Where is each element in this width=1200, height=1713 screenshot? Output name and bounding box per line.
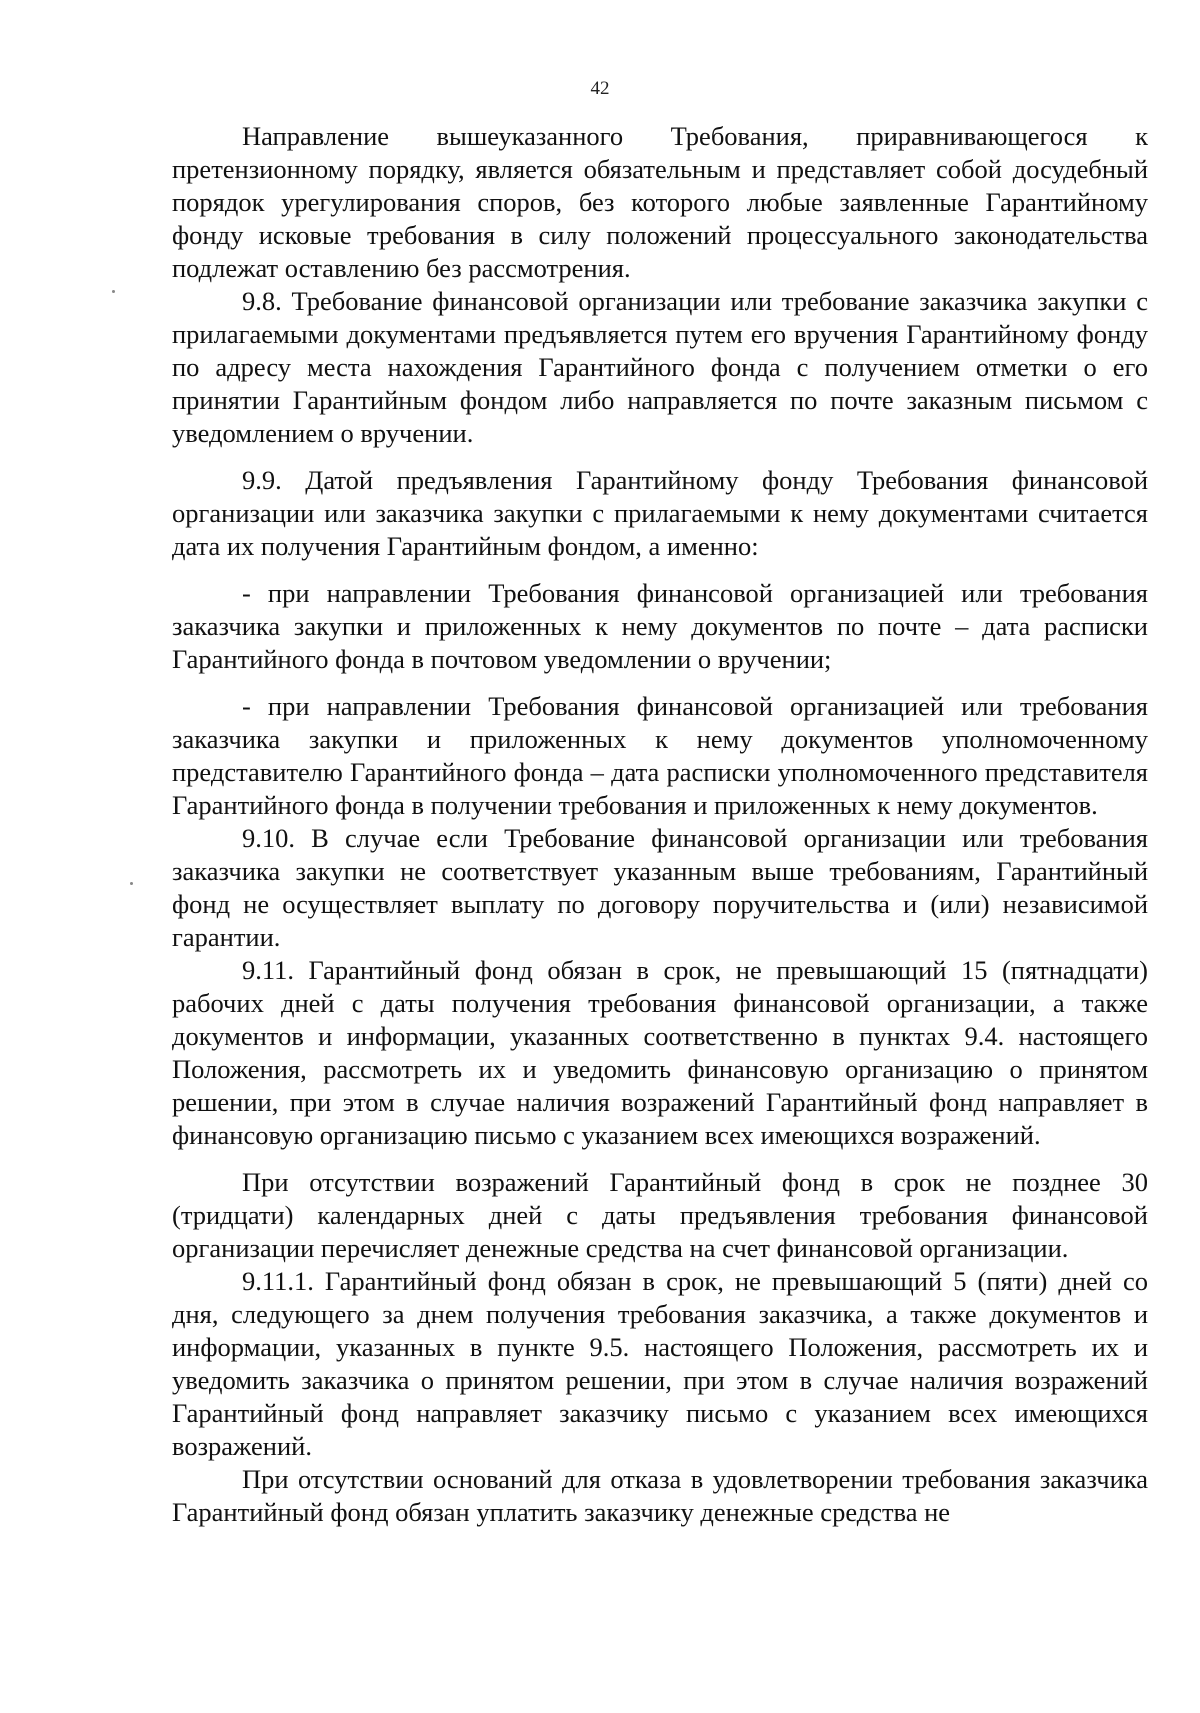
paragraph-9-11-1: 9.11.1. Гарантийный фонд обязан в срок, не превышающий 5 (пяти) дней со дня, следующего за днем получения требования заказчика, а также документов и информации, указанных в пункте 9.5. настоящего Положения, рассмотреть их и уведомить заказчика о принятом решении, при этом в случае наличия возражений Гарантийный фонд направляет заказчику письмо с указанием всех имеющихся возражений. [172, 1266, 1148, 1461]
paragraph-9-8: 9.8. Требование финансовой организации или требование заказчика закупки с прилагаемыми документами предъявляется путем его вручения Гарантийному фонду по адресу места нахождения Гарантийного фонда с получением отметки о его принятии Гарантийным фондом либо направляется по почте заказным письмом с уведомлением о вручении. [172, 286, 1148, 448]
paragraph-pretrial-procedure: Направление вышеуказанного Требования, приравнивающегося к претензионному порядку, является обязательным и представляет собой досудебный порядок урегулирования споров, без которого любые заявленные Гарантийному фонду исковые требования в силу положений процессуального законодательства подлежат оставлению без рассмотрения. [172, 121, 1148, 283]
paragraph-9-11: 9.11. Гарантийный фонд обязан в срок, не превышающий 15 (пятнадцати) рабочих дней с даты получения требования финансовой организации, а также документов и информации, указанных соответственно в пунктах 9.4. настоящего Положения, рассмотреть их и уведомить финансовую организацию о принятом решении, при этом в случае наличия возражений Гарантийный фонд направляет в финансовую организацию письмо с указанием всех имеющихся возражений. [172, 955, 1148, 1150]
paragraph-no-grounds: При отсутствии оснований для отказа в удовлетворении требования заказчика Гарантийный фонд обязан уплатить заказчику денежные средства не [172, 1464, 1148, 1527]
scan-speck [130, 882, 133, 885]
scan-speck [112, 290, 115, 293]
page-number: 42 [590, 78, 610, 99]
document-body [172, 120, 1148, 1529]
paragraph-9-9: 9.9. Датой предъявления Гарантийному фонду Требования финансовой организации или заказчика закупки с прилагаемыми к нему документами считается дата их получения Гарантийным фондом, а именно: [172, 465, 1148, 561]
paragraph-9-10: 9.10. В случае если Требование финансовой организации или требования заказчика закупки не соответствует указанным выше требованиям, Гарантийный фонд не осуществляет выплату по договору поручительства и (или) независимой гарантии. [172, 823, 1148, 952]
paragraph-no-objections: При отсутствии возражений Гарантийный фонд в срок не позднее 30 (тридцати) календарных дней с даты предъявления требования финансовой организации перечисляет денежные средства на счет финансовой организации. [172, 1167, 1148, 1263]
list-item-by-post: - при направлении Требования финансовой организацией или требования заказчика закупки и приложенных к нему документов по почте – дата расписки Гарантийного фонда в почтовом уведомлении о вручении; [172, 578, 1148, 674]
list-item-by-representative: - при направлении Требования финансовой организацией или требования заказчика закупки и приложенных к нему документов уполномоченному представителю Гарантийного фонда – дата расписки уполномоченного представителя Гарантийного фонда в получении требования и приложенных к нему документов. [172, 691, 1148, 820]
